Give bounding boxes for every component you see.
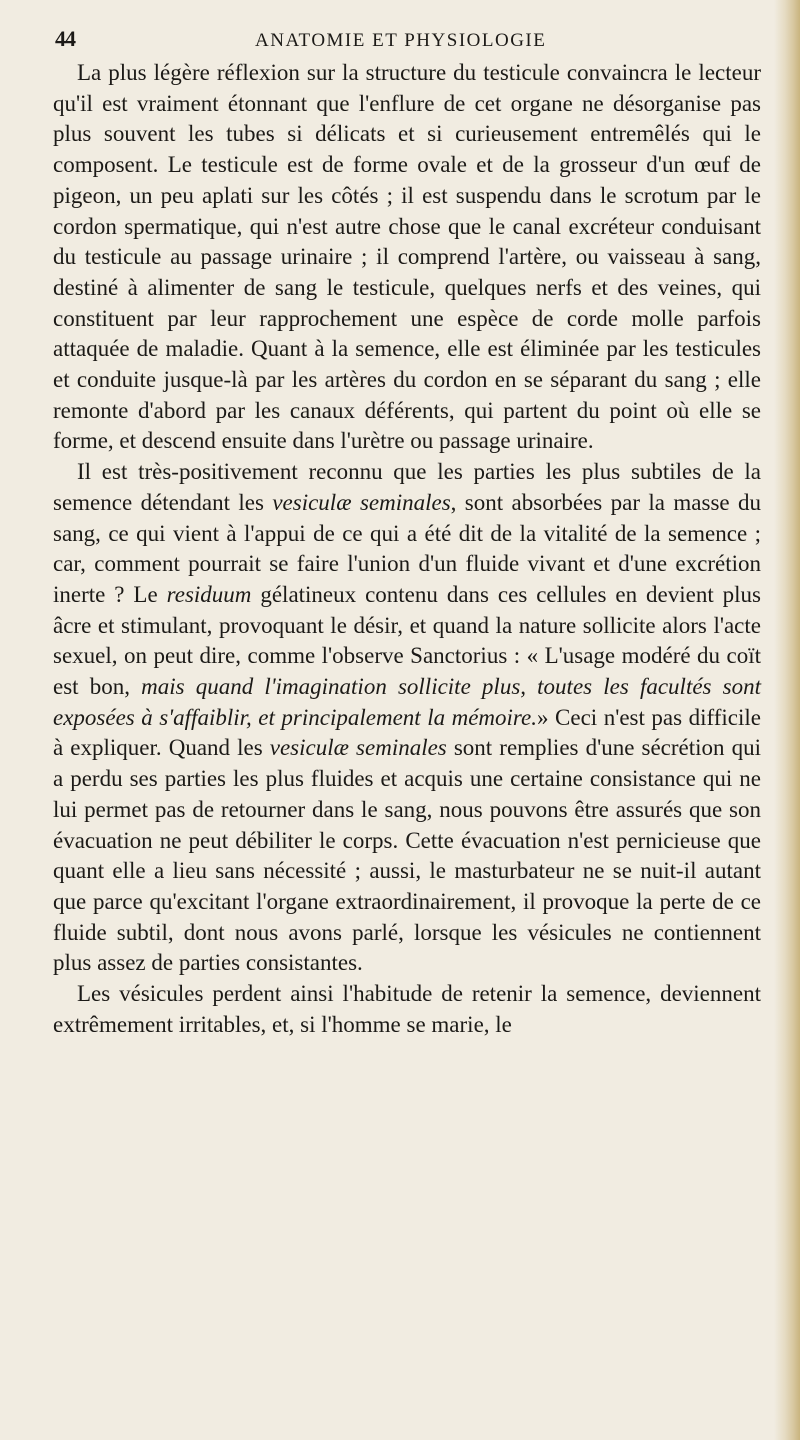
paragraph-2-part: sont remplies d'une sécrétion qui a perdu ses parties les plus fluides et acquis une certaine consistance qui ne lui permet pas de retourner dans le sang, nous pouvons être assurés que son évacuation ne peut débiliter le corps. Cette évacuation n'est pernicieuse que quant elle a lieu sans nécessité ; aussi, le masturbateur ne se nuit-il autant que parce qu'excitant l'organe extraordinairement, il provoque la perte de ce fluide subtil, dont nous avons parlé, lorsque les vésicules ne contiennent plus assez de parties consistantes. [53, 735, 761, 976]
quotation-italic: mais quand l'imagination sollicite plus, toutes les facultés sont exposées à s'affaiblir, et principalement la mémoire. [53, 674, 761, 730]
paragraph-2-part: Il est très-positivement reconnu que les parties les plus subtiles de la semence détendant les [53, 459, 761, 515]
latin-term: vesiculæ seminales [269, 735, 447, 761]
paragraph-1: La plus légère réflexion sur la structure du testicule convaincra le lecteur qu'il est vraiment étonnant que l'enflure de cet organe ne désorganise pas plus souvent les tubes si délicats et si curieusement entremêlés qui le composent. Le testicule est de forme ovale et de la grosseur d'un œuf de pigeon, un peu aplati sur les côtés ; il est suspendu dans le scrotum par le cordon spermatique, qui n'est autre chose que le canal excréteur conduisant du testicule au passage urinaire ; il comprend l'artère, ou vaisseau à sang, destiné à alimenter de sang le testicule, quelques nerfs et des veines, qui constituent par leur rapprochement une espèce de corde molle parfois attaquée de maladie. Quant à la semence, elle est éliminée par les testicules et conduite jusque-là par les artères du cordon en se séparant du sang ; elle remonte d'abord par les canaux déférents, qui partent du point où elle se forme, et descend ensuite dans l'urètre ou passage urinaire. [53, 60, 761, 454]
page-header [55, 26, 755, 60]
body-text [53, 58, 761, 1041]
running-title: ANATOMIE ET PHYSIOLOGIE [255, 30, 547, 51]
latin-term: residuum [166, 581, 252, 607]
page-edge-shadow [774, 0, 800, 1440]
paragraph-2 [53, 457, 761, 979]
paragraph-2-part: , sont absorbées par la masse du sang, ce qui vient à l'appui de ce qui a été dit de la vitalité de la semence ; car, comment pourrait se faire l'union d'un fluide vivant et d'une excrétion inerte ? Le [53, 489, 762, 607]
paragraph-2-part: » Ceci n'est pas difficile à expliquer. Quand les [53, 704, 761, 761]
paragraph-3: Les vésicules perdent ainsi l'habitude de retenir la semence, deviennent extrêmement irritables, et, si l'homme se marie, le [53, 981, 761, 1037]
latin-term: vesiculæ seminales [272, 489, 451, 515]
page-number: 44 [55, 26, 75, 51]
paragraph-2-part: gélatineux contenu dans ces cellules en devient plus âcre et stimulant, provoquant le désir, et quand la nature sollicite alors l'acte sexuel, on peut dire, comme l'observe Sanctorius : « L'usage modéré du coït est bon, [53, 581, 762, 700]
